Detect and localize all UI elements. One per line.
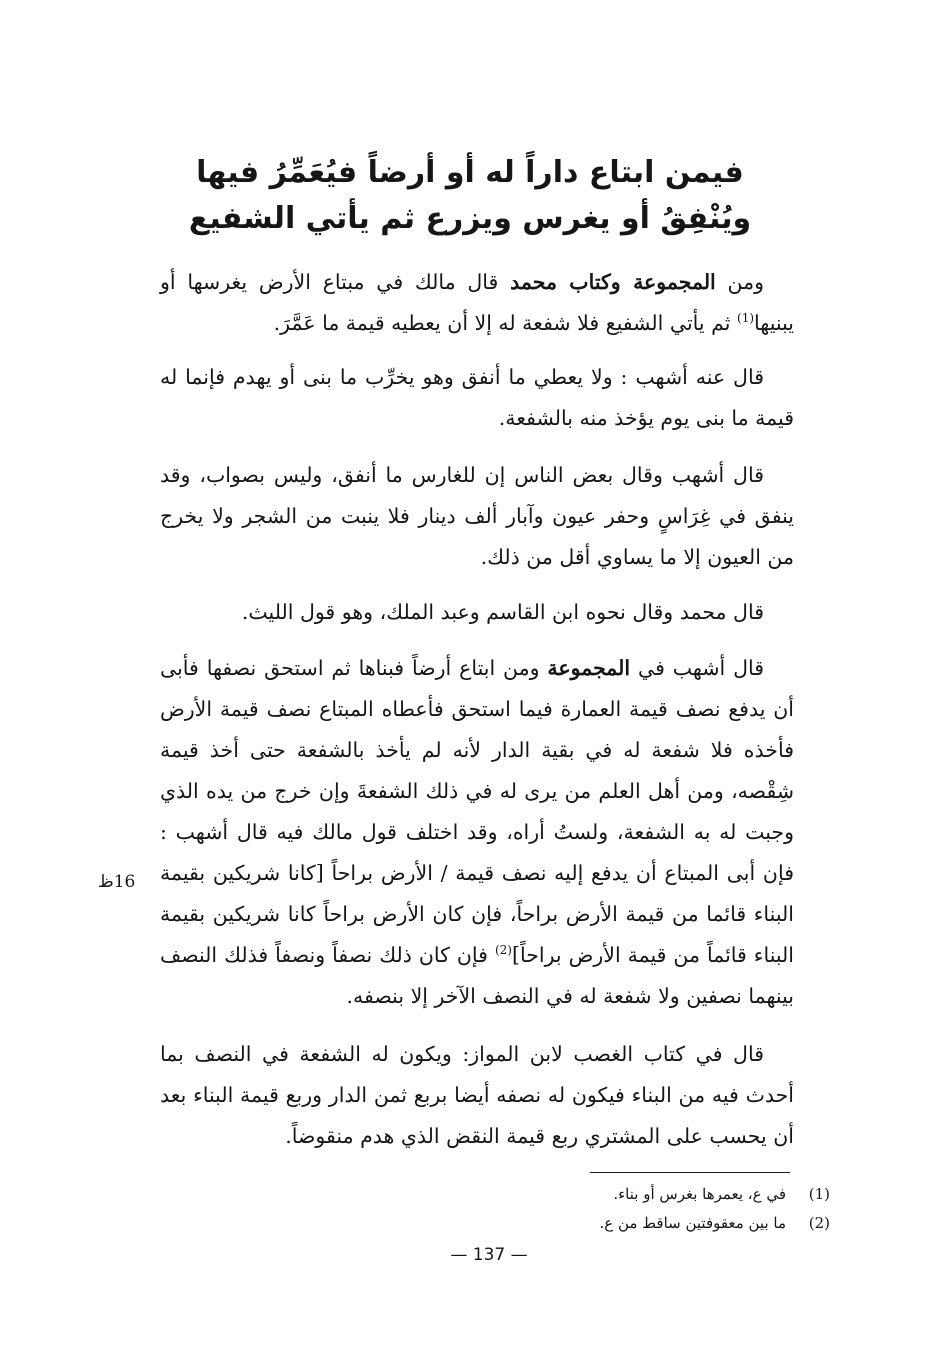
paragraph-4: [160, 592, 794, 633]
paragraph-1-text-a: ومن: [715, 270, 765, 294]
paragraph-1-text-c: ثم يأتي الشفيع فلا شفعة له إلا أن يعطيه قيمة ما عَمَّرَ.: [273, 311, 738, 335]
footnote-2-text: ما بين معقوفتين ساقط من ع.: [599, 1214, 786, 1232]
footnote-divider: [590, 1172, 790, 1173]
footnote-1-number: (1): [808, 1185, 830, 1203]
footnotes: [420, 1180, 830, 1238]
chapter-title-line-2: ويُنْفِقُ أو يغرس ويزرع ثم يأتي الشفيع: [188, 201, 752, 236]
paragraph-3: [160, 455, 794, 578]
paragraph-1: [160, 262, 794, 344]
source-reference: المجموعة وكتاب محمد: [510, 270, 716, 294]
paragraph-1-text-b: قال مالك في مبتاع الأرض يغرسها أو يبنيها: [160, 270, 794, 335]
footnote-1-text: في ع، يعمرها بغرس أو بناء.: [613, 1185, 786, 1203]
paragraph-3-text: قال أشهب وقال بعض الناس إن للغارس ما أنفق، وليس بصواب، وقد ينفق في غِرَاسٍ وحفر عيون وآبار ألف دينار فلا ينبت من الشجر ولا يخرج من العيون إلا ما يساوي أقل من ذلك.: [160, 463, 794, 569]
paragraph-5-text-c: فإن كان ذلك نصفاً ونصفاً فذلك النصف بينهما نصفين ولا شفعة له في النصف الآخر إلا بنصفه.: [160, 943, 794, 1008]
paragraph-5-text-a: قال أشهب في: [630, 656, 765, 680]
paragraph-6-text: قال في كتاب الغصب لابن المواز: ويكون له الشفعة في النصف بما أحدث فيه من البناء فيكون له نصفه أيضا بربع ثمن الدار وربع قيمة البناء بعد أن يحسب على المشتري ربع قيمة النقض الذي هدم منقوضاً.: [160, 1042, 794, 1148]
paragraph-4-text: قال محمد وقال نحوه ابن القاسم وعبد الملك، وهو قول الليث.: [241, 600, 764, 624]
manuscript-folio-note: 16ظ: [98, 872, 136, 892]
footnote-marker-2: (2): [494, 943, 512, 958]
paragraph-5: [160, 648, 794, 1017]
chapter-title: [170, 150, 770, 242]
paragraph-5-text-b: ومن ابتاع أرضاً فبناها ثم استحق نصفها فأبى أن يدفع نصف قيمة العمارة فيما استحق فأعطاه المبتاع نصف قيمة الأرض فأخذه فلا شفعة له في بقية الدار لأنه لم يأخذ بالشفعة حتى أخذ قيمة شِقْصه، ومن أهل العلم من يرى له في ذلك الشفعةَ وإن خرج من يده الذي وجبت له به الشفعة، ولستُ أراه، وقد اختلف قول مالك فيه قال أشهب : فإن أبى المبتاع أن يدفع إليه نصف قيمة / الأرض براحاً [كانا شريكين بقيمة البناء قائما من قيمة الأرض براحاً، فإن كان الأرض براحاً كانا شريكين بقيمة البناء قائماً من قيمة الأرض براحاً]: [160, 656, 795, 967]
footnote-1: [420, 1180, 830, 1209]
page-number: — 137 —: [450, 1245, 528, 1265]
paragraph-2: [160, 357, 794, 439]
paragraph-6: [160, 1034, 794, 1157]
footnote-marker-1: (1): [737, 311, 755, 326]
paragraph-2-text: قال عنه أشهب : ولا يعطي ما أنفق وهو يخرِّب ما بنى أو يهدم فإنما له قيمة ما بنى يوم يؤخذ منه بالشفعة.: [160, 365, 794, 430]
footnote-2: [420, 1209, 830, 1238]
source-reference-2: المجموعة: [547, 656, 631, 680]
chapter-title-line-1: فيمن ابتاع داراً له أو أرضاً فيُعَمِّرُ فيها: [196, 155, 744, 190]
footnote-2-number: (2): [808, 1214, 830, 1232]
